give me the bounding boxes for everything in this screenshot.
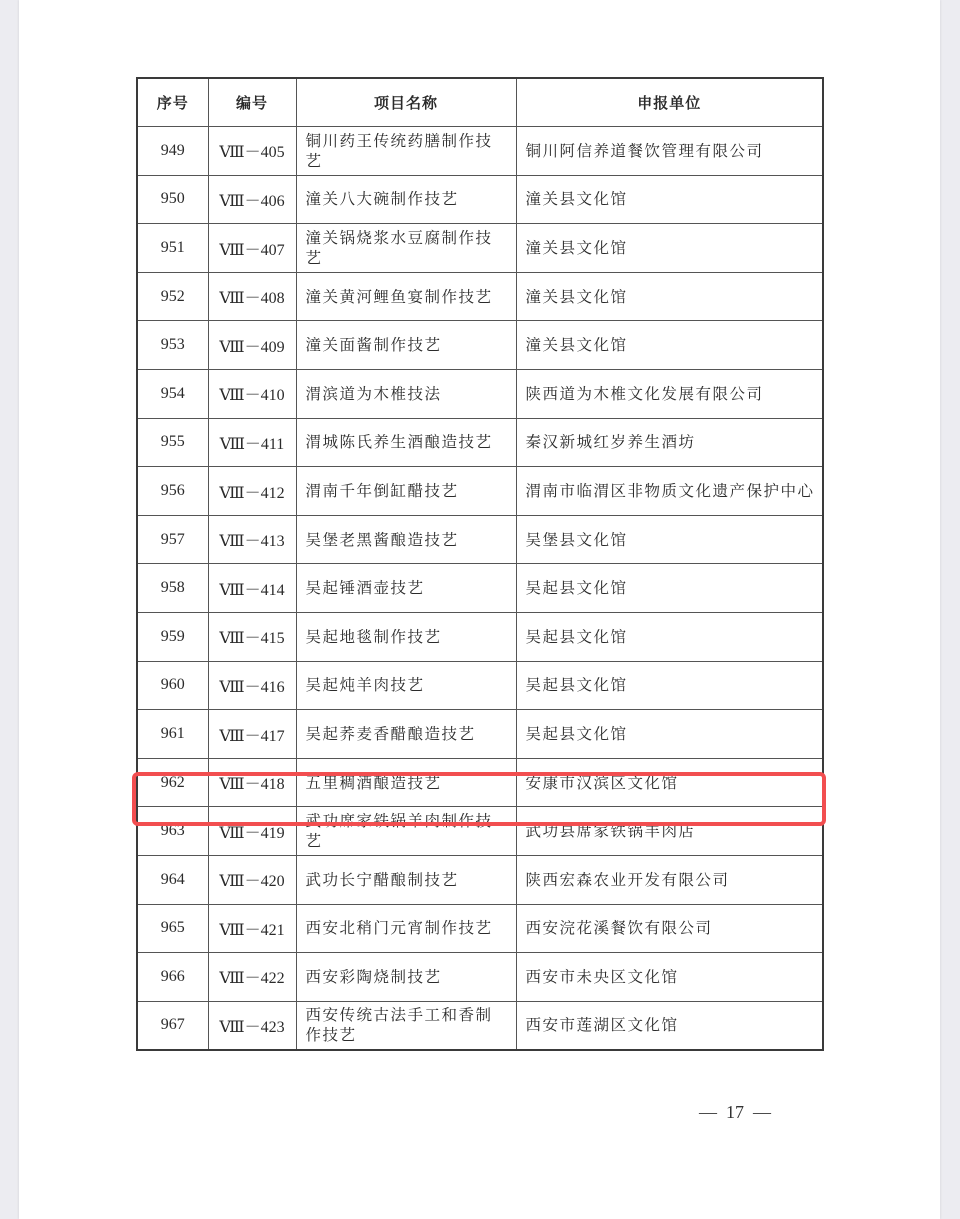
table-row bbox=[137, 370, 823, 419]
cell-code: Ⅷ－411 bbox=[208, 418, 296, 467]
cell-unit: 武功县席家铁锅羊肉店 bbox=[516, 807, 823, 856]
cell-unit: 铜川阿信养道餐饮管理有限公司 bbox=[516, 127, 823, 176]
cell-code: Ⅷ－412 bbox=[208, 467, 296, 516]
cell-name: 吴起炖羊肉技艺 bbox=[296, 661, 516, 710]
header-seq: 序号 bbox=[137, 78, 208, 127]
cell-name: 潼关黄河鲤鱼宴制作技艺 bbox=[296, 272, 516, 321]
cell-name: 潼关锅烧浆水豆腐制作技艺 bbox=[296, 224, 516, 273]
table-row bbox=[137, 418, 823, 467]
table-row-highlighted bbox=[137, 758, 823, 807]
table-row bbox=[137, 613, 823, 662]
cell-unit: 吴起县文化馆 bbox=[516, 710, 823, 759]
page-number: — 17 — bbox=[699, 1102, 771, 1122]
table-row bbox=[137, 1001, 823, 1050]
cell-unit: 吴起县文化馆 bbox=[516, 613, 823, 662]
cell-seq: 950 bbox=[137, 175, 208, 224]
cell-name: 吴堡老黑酱酿造技艺 bbox=[296, 515, 516, 564]
cell-name: 渭南千年倒缸醋技艺 bbox=[296, 467, 516, 516]
cell-seq: 959 bbox=[137, 613, 208, 662]
table-header-row bbox=[137, 78, 823, 127]
cell-code: Ⅷ－421 bbox=[208, 904, 296, 953]
cell-name: 吴起地毯制作技艺 bbox=[296, 613, 516, 662]
cell-unit: 吴起县文化馆 bbox=[516, 564, 823, 613]
cell-unit: 吴堡县文化馆 bbox=[516, 515, 823, 564]
cell-unit: 吴起县文化馆 bbox=[516, 661, 823, 710]
cell-seq: 952 bbox=[137, 272, 208, 321]
cell-name: 西安彩陶烧制技艺 bbox=[296, 953, 516, 1002]
cell-seq: 962 bbox=[137, 758, 208, 807]
cell-code: Ⅷ－415 bbox=[208, 613, 296, 662]
table-row bbox=[137, 564, 823, 613]
cell-seq: 956 bbox=[137, 467, 208, 516]
table-row bbox=[137, 224, 823, 273]
cell-seq: 964 bbox=[137, 856, 208, 905]
cell-code: Ⅷ－406 bbox=[208, 175, 296, 224]
cell-unit: 西安市未央区文化馆 bbox=[516, 953, 823, 1002]
table-row bbox=[137, 807, 823, 856]
cell-unit: 潼关县文化馆 bbox=[516, 224, 823, 273]
cell-unit: 西安浣花溪餐饮有限公司 bbox=[516, 904, 823, 953]
table-row bbox=[137, 321, 823, 370]
cell-unit: 陕西宏森农业开发有限公司 bbox=[516, 856, 823, 905]
table-row bbox=[137, 272, 823, 321]
cell-code: Ⅷ－407 bbox=[208, 224, 296, 273]
cell-code: Ⅷ－408 bbox=[208, 272, 296, 321]
cell-name: 武功长宁醋酿制技艺 bbox=[296, 856, 516, 905]
cell-seq: 951 bbox=[137, 224, 208, 273]
header-name: 项目名称 bbox=[296, 78, 516, 127]
cell-code: Ⅷ－416 bbox=[208, 661, 296, 710]
cell-unit: 潼关县文化馆 bbox=[516, 272, 823, 321]
cell-seq: 961 bbox=[137, 710, 208, 759]
cell-seq: 949 bbox=[137, 127, 208, 176]
cell-seq: 955 bbox=[137, 418, 208, 467]
cell-unit: 潼关县文化馆 bbox=[516, 175, 823, 224]
cell-unit: 安康市汉滨区文化馆 bbox=[516, 758, 823, 807]
cell-code: Ⅷ－422 bbox=[208, 953, 296, 1002]
cell-name: 吴起锤酒壶技艺 bbox=[296, 564, 516, 613]
cell-name: 渭滨道为木椎技法 bbox=[296, 370, 516, 419]
cell-code: Ⅷ－410 bbox=[208, 370, 296, 419]
table-row bbox=[137, 856, 823, 905]
cell-seq: 960 bbox=[137, 661, 208, 710]
table-row bbox=[137, 515, 823, 564]
heritage-project-table bbox=[136, 77, 824, 1051]
cell-seq: 965 bbox=[137, 904, 208, 953]
table-row bbox=[137, 710, 823, 759]
cell-code: Ⅷ－413 bbox=[208, 515, 296, 564]
cell-name: 五里稠酒酿造技艺 bbox=[296, 758, 516, 807]
cell-unit: 潼关县文化馆 bbox=[516, 321, 823, 370]
table-row bbox=[137, 904, 823, 953]
cell-unit: 陕西道为木椎文化发展有限公司 bbox=[516, 370, 823, 419]
cell-seq: 963 bbox=[137, 807, 208, 856]
cell-name: 西安北稍门元宵制作技艺 bbox=[296, 904, 516, 953]
cell-seq: 954 bbox=[137, 370, 208, 419]
cell-name: 渭城陈氏养生酒酿造技艺 bbox=[296, 418, 516, 467]
cell-code: Ⅷ－405 bbox=[208, 127, 296, 176]
cell-seq: 957 bbox=[137, 515, 208, 564]
cell-unit: 秦汉新城红岁养生酒坊 bbox=[516, 418, 823, 467]
header-code: 编号 bbox=[208, 78, 296, 127]
document-page bbox=[19, 0, 940, 1219]
cell-name: 武功席家铁锅羊肉制作技艺 bbox=[296, 807, 516, 856]
cell-unit: 渭南市临渭区非物质文化遗产保护中心 bbox=[516, 467, 823, 516]
cell-seq: 953 bbox=[137, 321, 208, 370]
cell-code: Ⅷ－417 bbox=[208, 710, 296, 759]
cell-code: Ⅷ－420 bbox=[208, 856, 296, 905]
cell-unit: 西安市莲湖区文化馆 bbox=[516, 1001, 823, 1050]
table-row bbox=[137, 953, 823, 1002]
cell-seq: 958 bbox=[137, 564, 208, 613]
cell-code: Ⅷ－419 bbox=[208, 807, 296, 856]
cell-code: Ⅷ－409 bbox=[208, 321, 296, 370]
cell-name: 潼关面酱制作技艺 bbox=[296, 321, 516, 370]
table-row bbox=[137, 661, 823, 710]
table-row bbox=[137, 175, 823, 224]
cell-name: 吴起荞麦香醋酿造技艺 bbox=[296, 710, 516, 759]
table-row bbox=[137, 467, 823, 516]
cell-name: 潼关八大碗制作技艺 bbox=[296, 175, 516, 224]
cell-code: Ⅷ－423 bbox=[208, 1001, 296, 1050]
cell-code: Ⅷ－414 bbox=[208, 564, 296, 613]
cell-name: 铜川药王传统药膳制作技艺 bbox=[296, 127, 516, 176]
cell-seq: 966 bbox=[137, 953, 208, 1002]
header-unit: 申报单位 bbox=[516, 78, 823, 127]
table-row bbox=[137, 127, 823, 176]
cell-code: Ⅷ－418 bbox=[208, 758, 296, 807]
cell-seq: 967 bbox=[137, 1001, 208, 1050]
cell-name: 西安传统古法手工和香制作技艺 bbox=[296, 1001, 516, 1050]
